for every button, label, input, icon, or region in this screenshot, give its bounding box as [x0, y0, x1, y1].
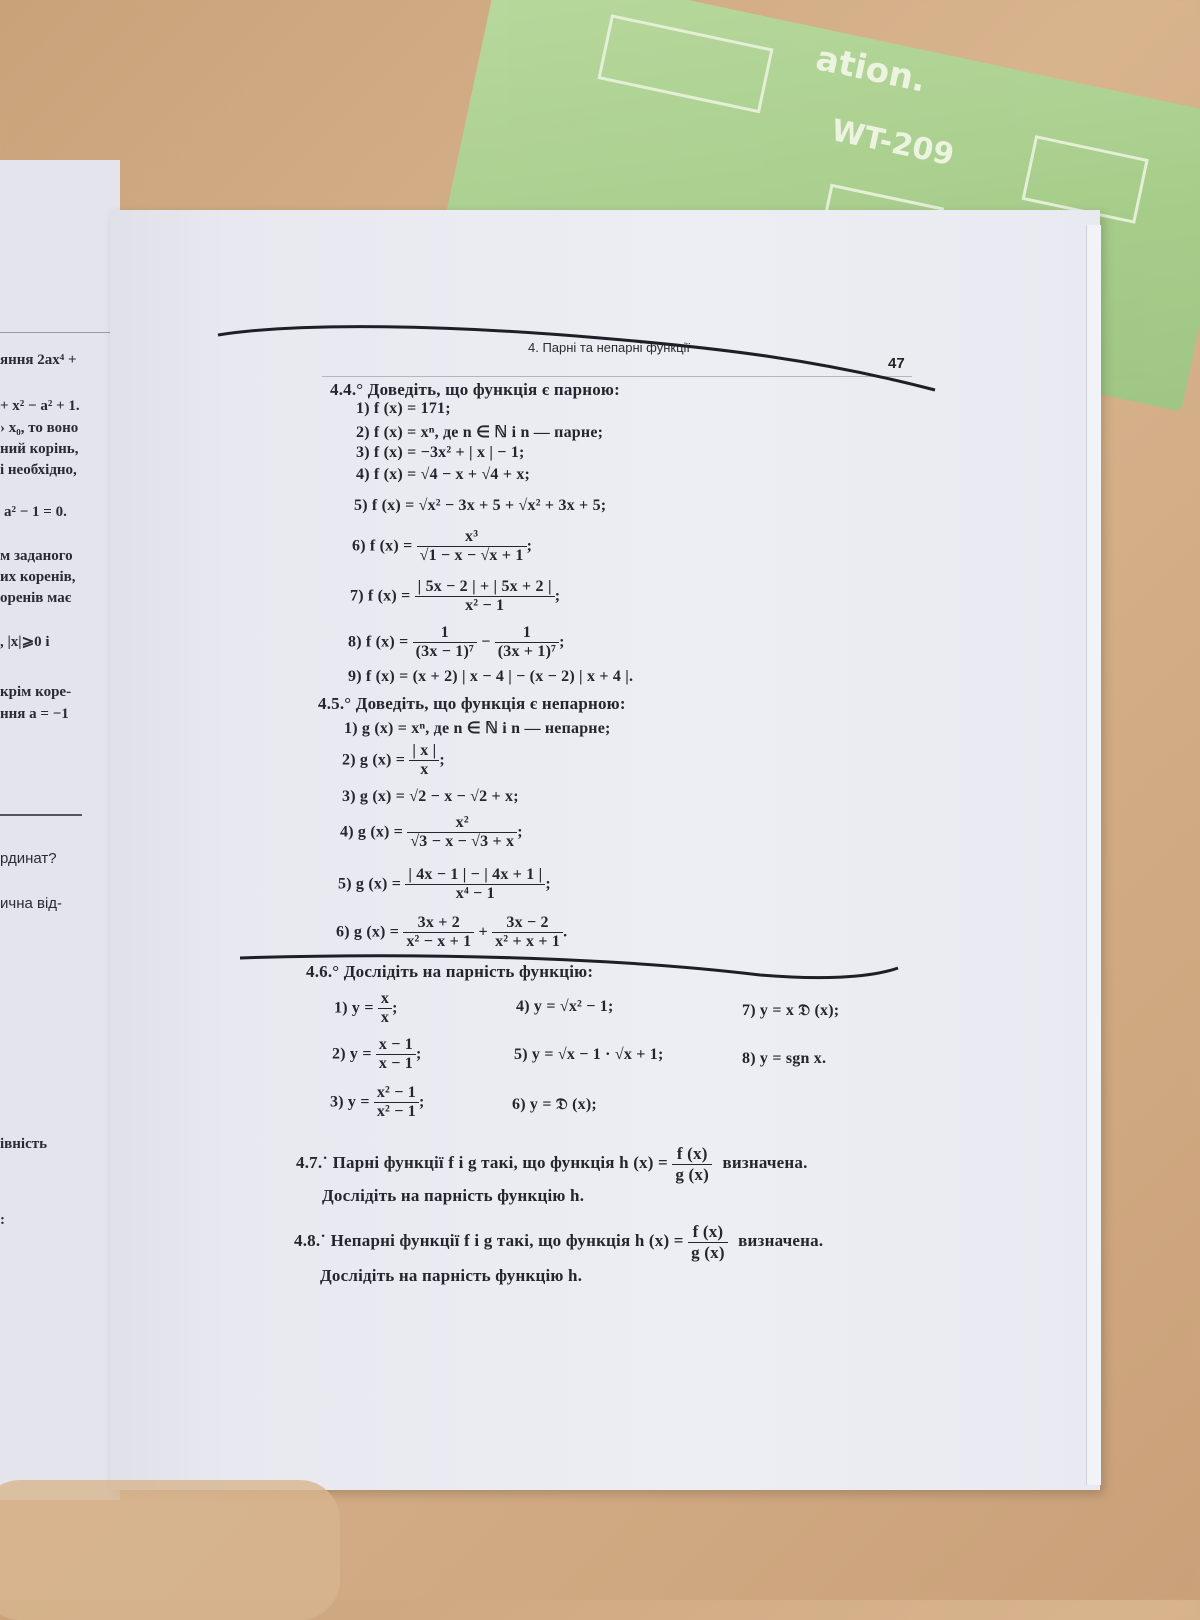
fraction: $\frac{x - 1}{x - 1}$ [376, 1036, 416, 1074]
exercise-item: 2) g (x) = $\frac{| x |}{x}$ ; [342, 742, 445, 779]
exercise-item: 4) g (x) = $\frac{\text{x²}}{√3 - x - √3 + x}$ ; [340, 814, 523, 851]
left-line: ння a = −1 [0, 706, 69, 722]
exercise-item: 1) f (x) = 171; [356, 400, 451, 417]
exercise-item: 9) f (x) = (x + 2) | x − 4 | − (x − 2) | x + 4 |. [348, 668, 634, 685]
left-line: м заданого [0, 548, 73, 564]
fraction: $\frac{1}{\text{(3x − 1)⁷}}$ [413, 624, 477, 662]
fraction: $\frac{f (x)}{g (x)}$ [688, 1222, 728, 1262]
exercise-4-7-line2: Дослідіть на парність функцію h. [322, 1186, 585, 1205]
exercise-item: 4) y = √x² − 1; [516, 998, 614, 1015]
fraction: $\frac{\text{x² − 1}}{\text{x² − 1}}$ [374, 1084, 419, 1122]
left-line: крім коре- [0, 684, 72, 700]
left-line: і необхідно, [0, 462, 77, 478]
left-line: ний корінь, [0, 441, 79, 457]
exercise-4-4-title: 4.4.° Доведіть, що функція є парною: [330, 380, 620, 399]
exercise-item: 3) f (x) = −3x² + | x | − 1; [356, 444, 525, 461]
exercise-item: 4) f (x) = √4 − x + √4 + x; [356, 466, 531, 483]
pen-stroke-top [218, 327, 935, 390]
page-number: 47 [888, 355, 905, 372]
exercise-4-8-line2: Дослідіть на парність функцію h. [320, 1266, 583, 1285]
left-line: оренів має [0, 590, 72, 606]
running-header: 4. Парні та непарні функції [528, 340, 691, 355]
left-line: их коренів, [0, 569, 76, 585]
fraction: $\frac{\text{x²}}{√3 - x - √3 + x}$ [407, 814, 517, 852]
left-line: : [0, 1212, 5, 1228]
exercise-item: 1) y = $\frac{x}{x}$ ; [334, 990, 398, 1027]
exercise-item: 7) f (x) = $\frac{| 5x - 2 | + | 5x + 2 |}{\text{x² − 1}}$ ; [350, 578, 561, 615]
exercise-item: 6) y = 𝔇 (x); [512, 1096, 597, 1113]
exercise-item: 3) g (x) = √2 − x − √2 + x; [342, 788, 519, 805]
exercise-item: 8) f (x) = $\frac{1}{\text{(3x − 1)⁷}}$ − $\frac{1}{\text{(3x + 1)⁷}}$ ; [348, 624, 565, 661]
left-line: a² − 1 = 0. [4, 504, 67, 520]
exercise-item: 7) y = x 𝔇 (x); [742, 1002, 840, 1019]
exercise-4-7: 4.7.˙ Парні функції f і g такі, що функція h (x) = $\frac{f (x)}{g (x)}$ визначена. [296, 1144, 808, 1184]
fraction: $\frac{3x + 2}{\text{x² − x + 1}}$ [403, 914, 474, 952]
exercise-item: 2) f (x) = xⁿ, де n ∈ ℕ і n — парне; [356, 424, 604, 441]
left-line: івність [0, 1136, 48, 1152]
left-line: яння 2ax⁴ + [0, 352, 77, 368]
exercise-4-6-title: 4.6.° Дослідіть на парність функцію: [306, 962, 594, 981]
exercise-item: 1) g (x) = xⁿ, де n ∈ ℕ і n — непарне; [344, 720, 611, 737]
fraction: $\frac{3x - 2}{\text{x² + x + 1}}$ [492, 914, 563, 952]
fraction: $\frac{x}{x}$ [378, 990, 392, 1028]
left-line: рдинат? [0, 850, 57, 867]
left-line: , |x|⩾0 і [0, 634, 50, 650]
fraction: $\frac{f (x)}{g (x)}$ [672, 1144, 712, 1184]
exercise-item: 8) y = sgn x. [742, 1050, 827, 1067]
folder-code: WT-209 [828, 113, 958, 174]
fraction: $\frac{| 5x - 2 | + | 5x + 2 |}{\text{x² − 1}}$ [415, 578, 555, 616]
exercise-item: 6) g (x) = $\frac{3x + 2}{\text{x² − x + 1}}$ + $\frac{3x - 2}{\text{x² + x + 1}}$ . [336, 914, 568, 951]
exercise-4-5-title: 4.5.° Доведіть, що функція є непарною: [318, 694, 626, 713]
exercise-item: 3) y = $\frac{\text{x² − 1}}{\text{x² − 1}}$ ; [330, 1084, 425, 1121]
fraction: $\frac{1}{\text{(3x + 1)⁷}}$ [495, 624, 559, 662]
exercise-item: 6) f (x) = $\frac{\text{x³}}{√1 - x - √x + 1}$ ; [352, 528, 533, 565]
folder-label: ation. [812, 38, 930, 101]
exercise-item: 2) y = $\frac{x - 1}{x - 1}$ ; [332, 1036, 422, 1073]
fraction: $\frac{| x |}{x}$ [409, 742, 439, 780]
exercise-4-8: 4.8.˙ Непарні функції f і g такі, що функція h (x) = $\frac{f (x)}{g (x)}$ визначена. [294, 1222, 824, 1262]
left-line: ична від- [0, 895, 63, 912]
exercise-item: 5) f (x) = √x² − 3x + 5 + √x² + 3x + 5; [354, 497, 607, 514]
left-line: + x² − a² + 1. [0, 398, 80, 414]
fraction: $\frac{\text{x³}}{√1 - x - √x + 1}$ [417, 528, 527, 566]
wooden-object [0, 1480, 340, 1620]
exercise-item: 5) g (x) = $\frac{| 4x - 1 | - | 4x + 1 |}{\text{x⁴ − 1}}$ ; [338, 866, 551, 903]
fraction: $\frac{| 4x - 1 | - | 4x + 1 |}{\text{x⁴ − 1}}$ [405, 866, 545, 904]
exercise-item: 5) y = √x − 1 · √x + 1; [514, 1046, 664, 1063]
left-line: › x₀, то воно [0, 420, 79, 436]
pen-stroke-bottom [240, 956, 898, 978]
